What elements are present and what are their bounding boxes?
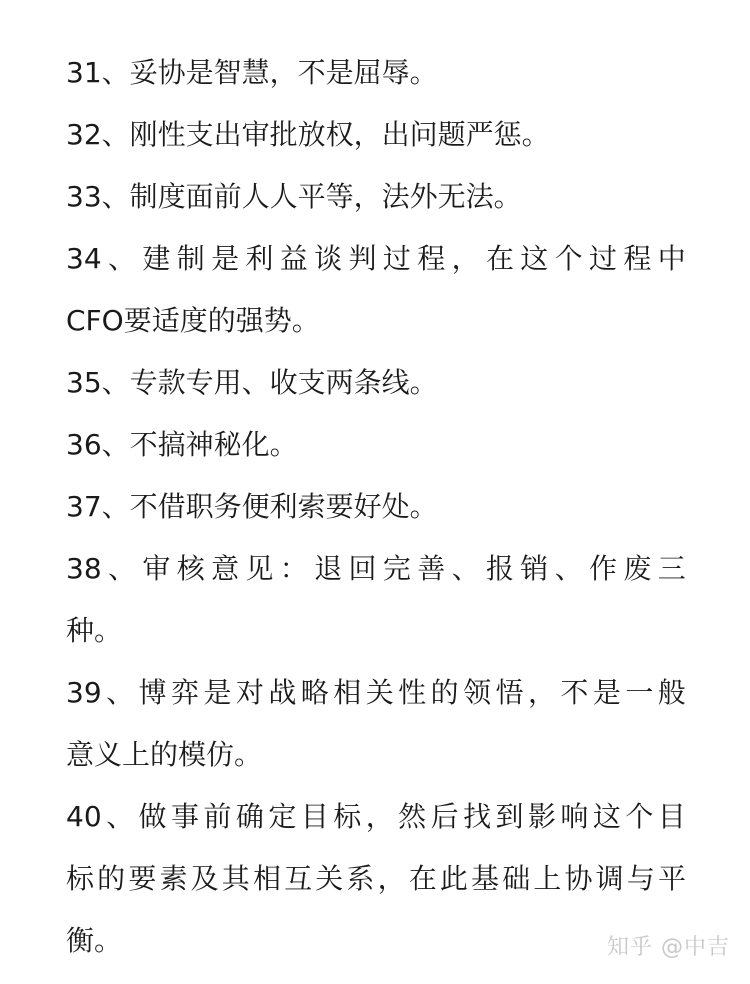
text-line-34-a: 34 、 建 制 是 利 益 谈 判 过 程 ， 在 这 个 过 程 中 <box>66 242 686 275</box>
text-line-34-b: CFO要适度的强势。 <box>66 304 320 337</box>
text-line-36: 36、不搞神秘化。 <box>66 428 298 461</box>
text-line-33: 33、制度面前人人平等，法外无法。 <box>66 180 522 213</box>
text-line-38-b: 种。 <box>66 614 123 647</box>
text-line-39-b: 意义上的模仿。 <box>66 738 263 771</box>
text-line-40-a: 40 、 做 事 前 确 定 目 标 ， 然 后 找 到 影 响 这 个 目 <box>66 800 686 833</box>
text-line-32: 32、刚性支出审批放权，出问题严惩。 <box>66 118 550 151</box>
text-line-38-a: 38 、 审 核 意 见 ： 退 回 完 善 、 报 销 、 作 废 三 <box>66 552 686 585</box>
text-line-40-c: 衡。 <box>66 924 123 957</box>
text-body <box>66 42 686 972</box>
text-line-37: 37、不借职务便利索要好处。 <box>66 490 438 523</box>
text-line-31: 31、妥协是智慧，不是屈辱。 <box>66 56 438 89</box>
zhihu-watermark: 知乎 @中吉 <box>607 935 730 960</box>
text-line-40-b: 标 的 要 素 及 其 相 互 关 系 ， 在 此 基 础 上 协 调 与 平 <box>66 862 686 895</box>
text-line-39-a: 39 、 博 弈 是 对 战 略 相 关 性 的 领 悟 ， 不 是 一 般 <box>66 676 686 709</box>
text-line-35: 35、专款专用、收支两条线。 <box>66 366 438 399</box>
